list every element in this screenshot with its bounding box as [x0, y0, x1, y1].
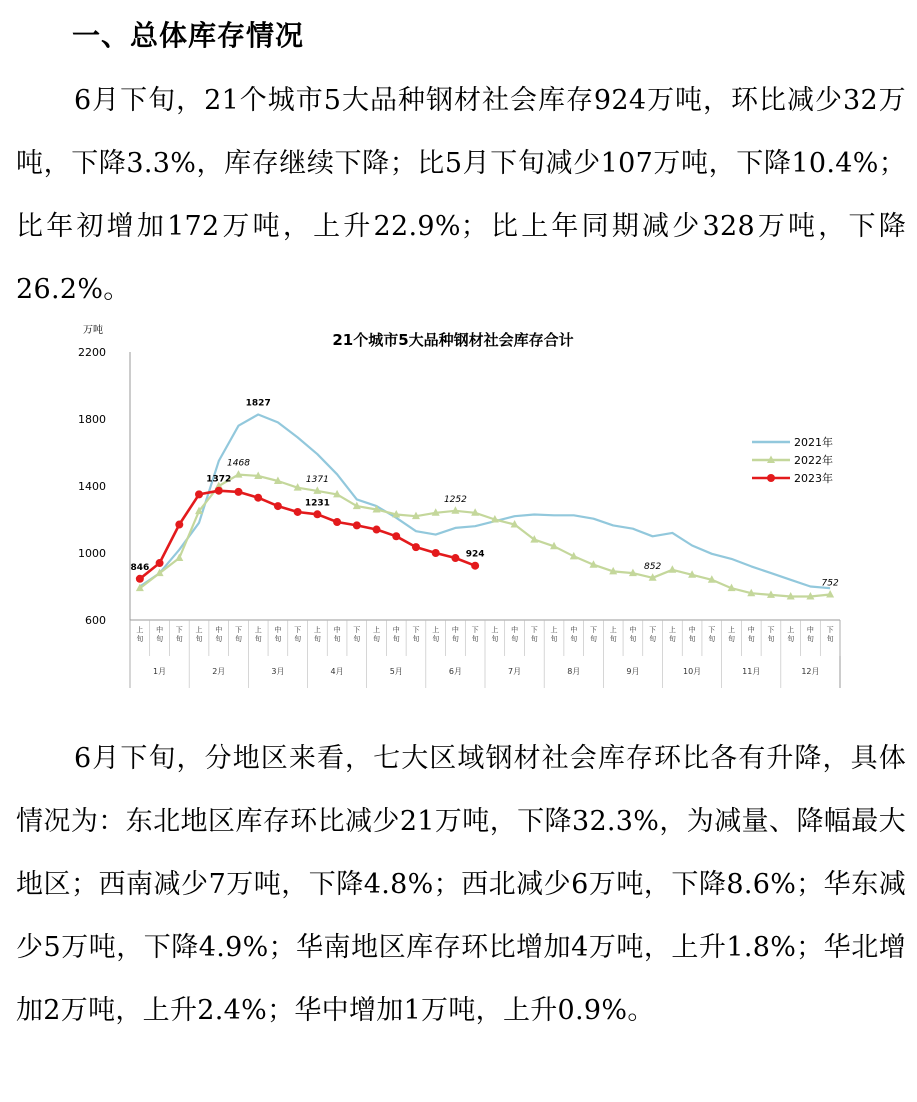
x-period-label: 下	[767, 626, 775, 634]
x-period-label: 旬	[294, 635, 302, 643]
x-period-label: 中	[806, 626, 814, 634]
x-period-label: 旬	[570, 635, 578, 643]
x-period-label: 旬	[787, 635, 795, 643]
x-period-label: 旬	[708, 635, 716, 643]
data-point	[175, 521, 183, 529]
x-month-label: 9月	[626, 667, 640, 676]
x-period-label: 旬	[373, 635, 381, 643]
paragraph-regional: 6月下旬，分地区来看，七大区域钢材社会库存环比各有升降，具体情况为：东北地区库存环比减少21万吨，下降32.3%，为减量、降幅最大地区；西南减少7万吨，下降4.8%；西北减少6万吨，下降8.6%；华东减少5万吨，下降4.9%；华南地区库存环比增加4万吨，上升1.8%；华北增加2万吨，上升2.4%；华中增加1万吨，上升0.9%。	[16, 743, 906, 1026]
x-period-label: 旬	[234, 635, 242, 643]
x-period-label: 旬	[668, 635, 676, 643]
x-period-label: 中	[215, 626, 223, 634]
chart-title: 21个城市5大品种钢材社会库存合计	[332, 331, 574, 349]
x-period-label: 上	[254, 626, 262, 634]
x-period-label: 旬	[609, 635, 617, 643]
x-period-label: 下	[649, 626, 657, 634]
data-point	[313, 510, 321, 518]
x-month-label: 3月	[271, 667, 285, 676]
x-period-label: 上	[550, 626, 558, 634]
series-group	[136, 415, 834, 600]
data-point	[234, 488, 242, 496]
x-period-label: 下	[826, 626, 834, 634]
x-period-label: 旬	[491, 635, 499, 643]
x-period-label: 上	[313, 626, 321, 634]
y-axis-unit: 万吨	[83, 325, 103, 336]
data-point	[195, 490, 203, 498]
y-tick-label: 2200	[78, 346, 106, 359]
x-period-label: 旬	[412, 635, 420, 643]
x-period-label: 旬	[747, 635, 755, 643]
inventory-line-chart	[60, 318, 850, 690]
legend-label: 2023年	[794, 472, 833, 485]
data-point	[274, 502, 282, 510]
x-period-label: 上	[491, 626, 499, 634]
x-period-label: 旬	[826, 635, 834, 643]
x-period-label: 中	[333, 626, 341, 634]
data-point	[156, 559, 164, 567]
data-label: 1468	[227, 458, 250, 469]
x-period-label: 旬	[767, 635, 775, 643]
x-period-label: 旬	[629, 635, 637, 643]
paragraph-summary: 6月下旬，21个城市5大品种钢材社会库存924万吨，环比减少32万吨，下降3.3%，库存继续下降；比5月下旬减少107万吨，下降10.4%；比年初增加172万吨，上升22.9%；比上年同期减少328万吨，下降26.2%。	[16, 85, 906, 305]
x-period-label: 下	[175, 626, 183, 634]
data-point	[353, 521, 361, 529]
data-point	[392, 532, 400, 540]
x-period-label: 旬	[156, 635, 164, 643]
data-label: 1372	[206, 474, 232, 485]
x-period-label: 中	[688, 626, 696, 634]
x-period-label: 旬	[649, 635, 657, 643]
x-month-label: 6月	[448, 667, 462, 676]
data-label: 846	[130, 562, 150, 573]
x-period-label: 中	[570, 626, 578, 634]
x-period-label: 上	[787, 626, 795, 634]
data-point	[432, 549, 440, 557]
data-point	[412, 543, 420, 551]
x-period-label: 旬	[313, 635, 321, 643]
x-period-label: 上	[136, 626, 144, 634]
x-period-label: 上	[373, 626, 381, 634]
x-month-label: 7月	[508, 667, 522, 676]
x-month-label: 8月	[567, 667, 581, 676]
x-period-label: 旬	[728, 635, 736, 643]
x-period-label: 下	[589, 626, 597, 634]
x-period-label: 旬	[432, 635, 440, 643]
x-period-label: 旬	[806, 635, 814, 643]
x-period-label: 中	[156, 626, 164, 634]
data-point	[373, 526, 381, 534]
x-period-label: 旬	[589, 635, 597, 643]
section-heading: 一、总体库存情况	[72, 19, 305, 52]
x-period-label: 中	[629, 626, 637, 634]
y-tick-label: 1800	[78, 413, 106, 426]
data-point	[471, 562, 479, 570]
x-period-label: 中	[451, 626, 459, 634]
legend-label: 2021年	[794, 436, 833, 449]
x-period-label: 旬	[254, 635, 262, 643]
data-label: 1231	[304, 498, 330, 509]
data-point	[215, 487, 223, 495]
series-line-2021年	[140, 415, 830, 589]
x-period-label: 旬	[333, 635, 341, 643]
x-period-label: 下	[708, 626, 716, 634]
data-point	[254, 494, 262, 502]
x-period-label: 中	[747, 626, 755, 634]
x-period-label: 下	[294, 626, 302, 634]
data-point	[136, 575, 144, 583]
data-label: 852	[644, 561, 662, 572]
x-period-label: 旬	[688, 635, 696, 643]
x-period-label: 旬	[392, 635, 400, 643]
y-tick-label: 600	[85, 614, 106, 627]
x-month-label: 1月	[153, 667, 167, 676]
x-period-label: 上	[668, 626, 676, 634]
x-period-label: 下	[530, 626, 538, 634]
x-period-label: 下	[353, 626, 361, 634]
x-period-label: 下	[471, 626, 479, 634]
x-period-label: 旬	[175, 635, 183, 643]
x-period-label: 下	[412, 626, 420, 634]
data-label: 752	[821, 578, 839, 589]
x-period-label: 中	[274, 626, 282, 634]
x-month-label: 5月	[389, 667, 403, 676]
x-month-label: 2月	[212, 667, 226, 676]
x-period-label: 上	[432, 626, 440, 634]
x-period-label: 旬	[353, 635, 361, 643]
data-label: 1252	[443, 494, 467, 505]
data-label: 1371	[305, 474, 329, 485]
x-period-label: 上	[609, 626, 617, 634]
x-period-label: 旬	[511, 635, 519, 643]
y-tick-label: 1400	[78, 480, 106, 493]
x-month-label: 12月	[801, 667, 820, 676]
data-point	[668, 565, 676, 573]
legend	[752, 435, 833, 485]
legend-label: 2022年	[794, 454, 833, 467]
x-month-label: 11月	[742, 667, 761, 676]
data-label: 1827	[245, 398, 271, 409]
x-month-label: 4月	[330, 667, 344, 676]
x-month-label: 10月	[682, 667, 702, 676]
x-period-label: 旬	[195, 635, 203, 643]
x-period-label: 旬	[530, 635, 538, 643]
legend-marker	[767, 474, 775, 482]
x-period-label: 旬	[550, 635, 558, 643]
y-tick-label: 1000	[78, 547, 106, 560]
x-period-label: 旬	[471, 635, 479, 643]
x-period-label: 上	[195, 626, 203, 634]
axes-group	[78, 346, 840, 688]
x-period-label: 旬	[274, 635, 282, 643]
x-period-label: 旬	[451, 635, 459, 643]
x-period-label: 中	[392, 626, 400, 634]
x-period-label: 中	[511, 626, 519, 634]
x-period-label: 上	[728, 626, 736, 634]
x-period-label: 旬	[136, 635, 144, 643]
x-period-label: 旬	[215, 635, 223, 643]
data-point	[451, 554, 459, 562]
x-period-label: 下	[234, 626, 242, 634]
data-point	[333, 518, 341, 526]
data-point	[294, 508, 302, 516]
data-label: 924	[465, 549, 485, 560]
